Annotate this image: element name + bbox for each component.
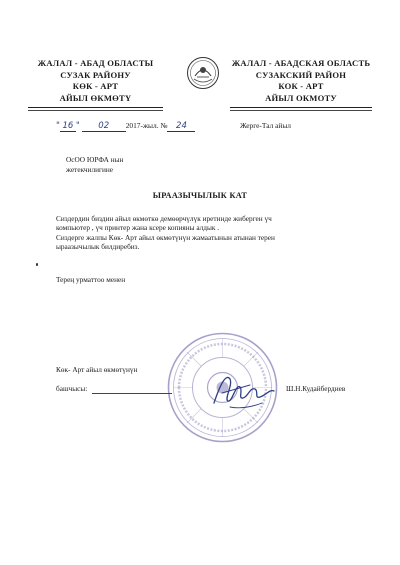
date-line [56, 121, 195, 132]
date-open-quote: " [56, 121, 60, 131]
letter-title: ЫРААЗЫЧЫЛЫК КАТ [152, 191, 248, 200]
body-line-1: Сиздердин биздин айыл өкмөткө демөөрчүлүк иретинде жиберген үч [56, 214, 272, 223]
closing-phrase: Терең урматтоо менен [56, 275, 126, 284]
letter-number: 24 [167, 121, 195, 132]
date-month: 02 [82, 121, 126, 132]
date-day: 16 [60, 121, 76, 132]
scan-speck [36, 263, 38, 266]
header-rule-left-thin [28, 110, 163, 111]
signature-org: Көк- Арт айыл өкмөтүнүн [56, 365, 138, 374]
recipient-line-2: жетекчилигине [66, 164, 114, 174]
signatory-name: Ш.Н.Кудайбердиев [286, 384, 346, 393]
header-right-village: КОК - АРТ [278, 81, 324, 91]
header-left [28, 58, 163, 104]
recipient-line-1: ОсОО ЮРФА нын [66, 155, 124, 164]
body-line-3: Сиздерге жалпы Көк- Арт айыл өкмөтүнүн жамаатынын атынан терен [56, 232, 275, 242]
body-line-2: компьютер , үч принтер жана ксере копияны алдык . [56, 223, 220, 233]
letter-body [56, 214, 356, 251]
signature-position: башчысы: [56, 384, 88, 393]
header-right-office: АЙЫЛ ОКМОТУ [265, 92, 337, 103]
header-right-region: ЖАЛАЛ - АБАДСКАЯ ОБЛАСТЬ [231, 58, 371, 68]
header-left-office: АЙЫЛ ӨКМӨТҮ [59, 92, 132, 103]
date-close-quote: " [75, 121, 80, 131]
kyrgyz-emblem-icon [186, 56, 220, 90]
header-right-district: СУЗАКСКИЙ РАЙОН [255, 69, 347, 80]
header-left-region: ЖАЛАЛ - АБАД ОБЛАСТЫ [37, 58, 154, 68]
place-name: Жерге-Тал айыл [240, 121, 291, 130]
handwritten-signature-icon [210, 365, 280, 415]
header-right [230, 58, 372, 104]
date-year: 2017-жыл. № [125, 121, 168, 130]
recipient [66, 155, 123, 174]
body-line-4: ыраазычылык билдиребиз. [56, 241, 140, 251]
header-left-village: КӨК - АРТ [72, 81, 119, 91]
signature-rule [92, 393, 172, 394]
header-rule-right-thin [230, 110, 372, 111]
header-left-district: СУЗАК РАЙОНУ [60, 69, 131, 80]
header-rule-right [230, 107, 372, 108]
header-rule-left [28, 107, 163, 108]
